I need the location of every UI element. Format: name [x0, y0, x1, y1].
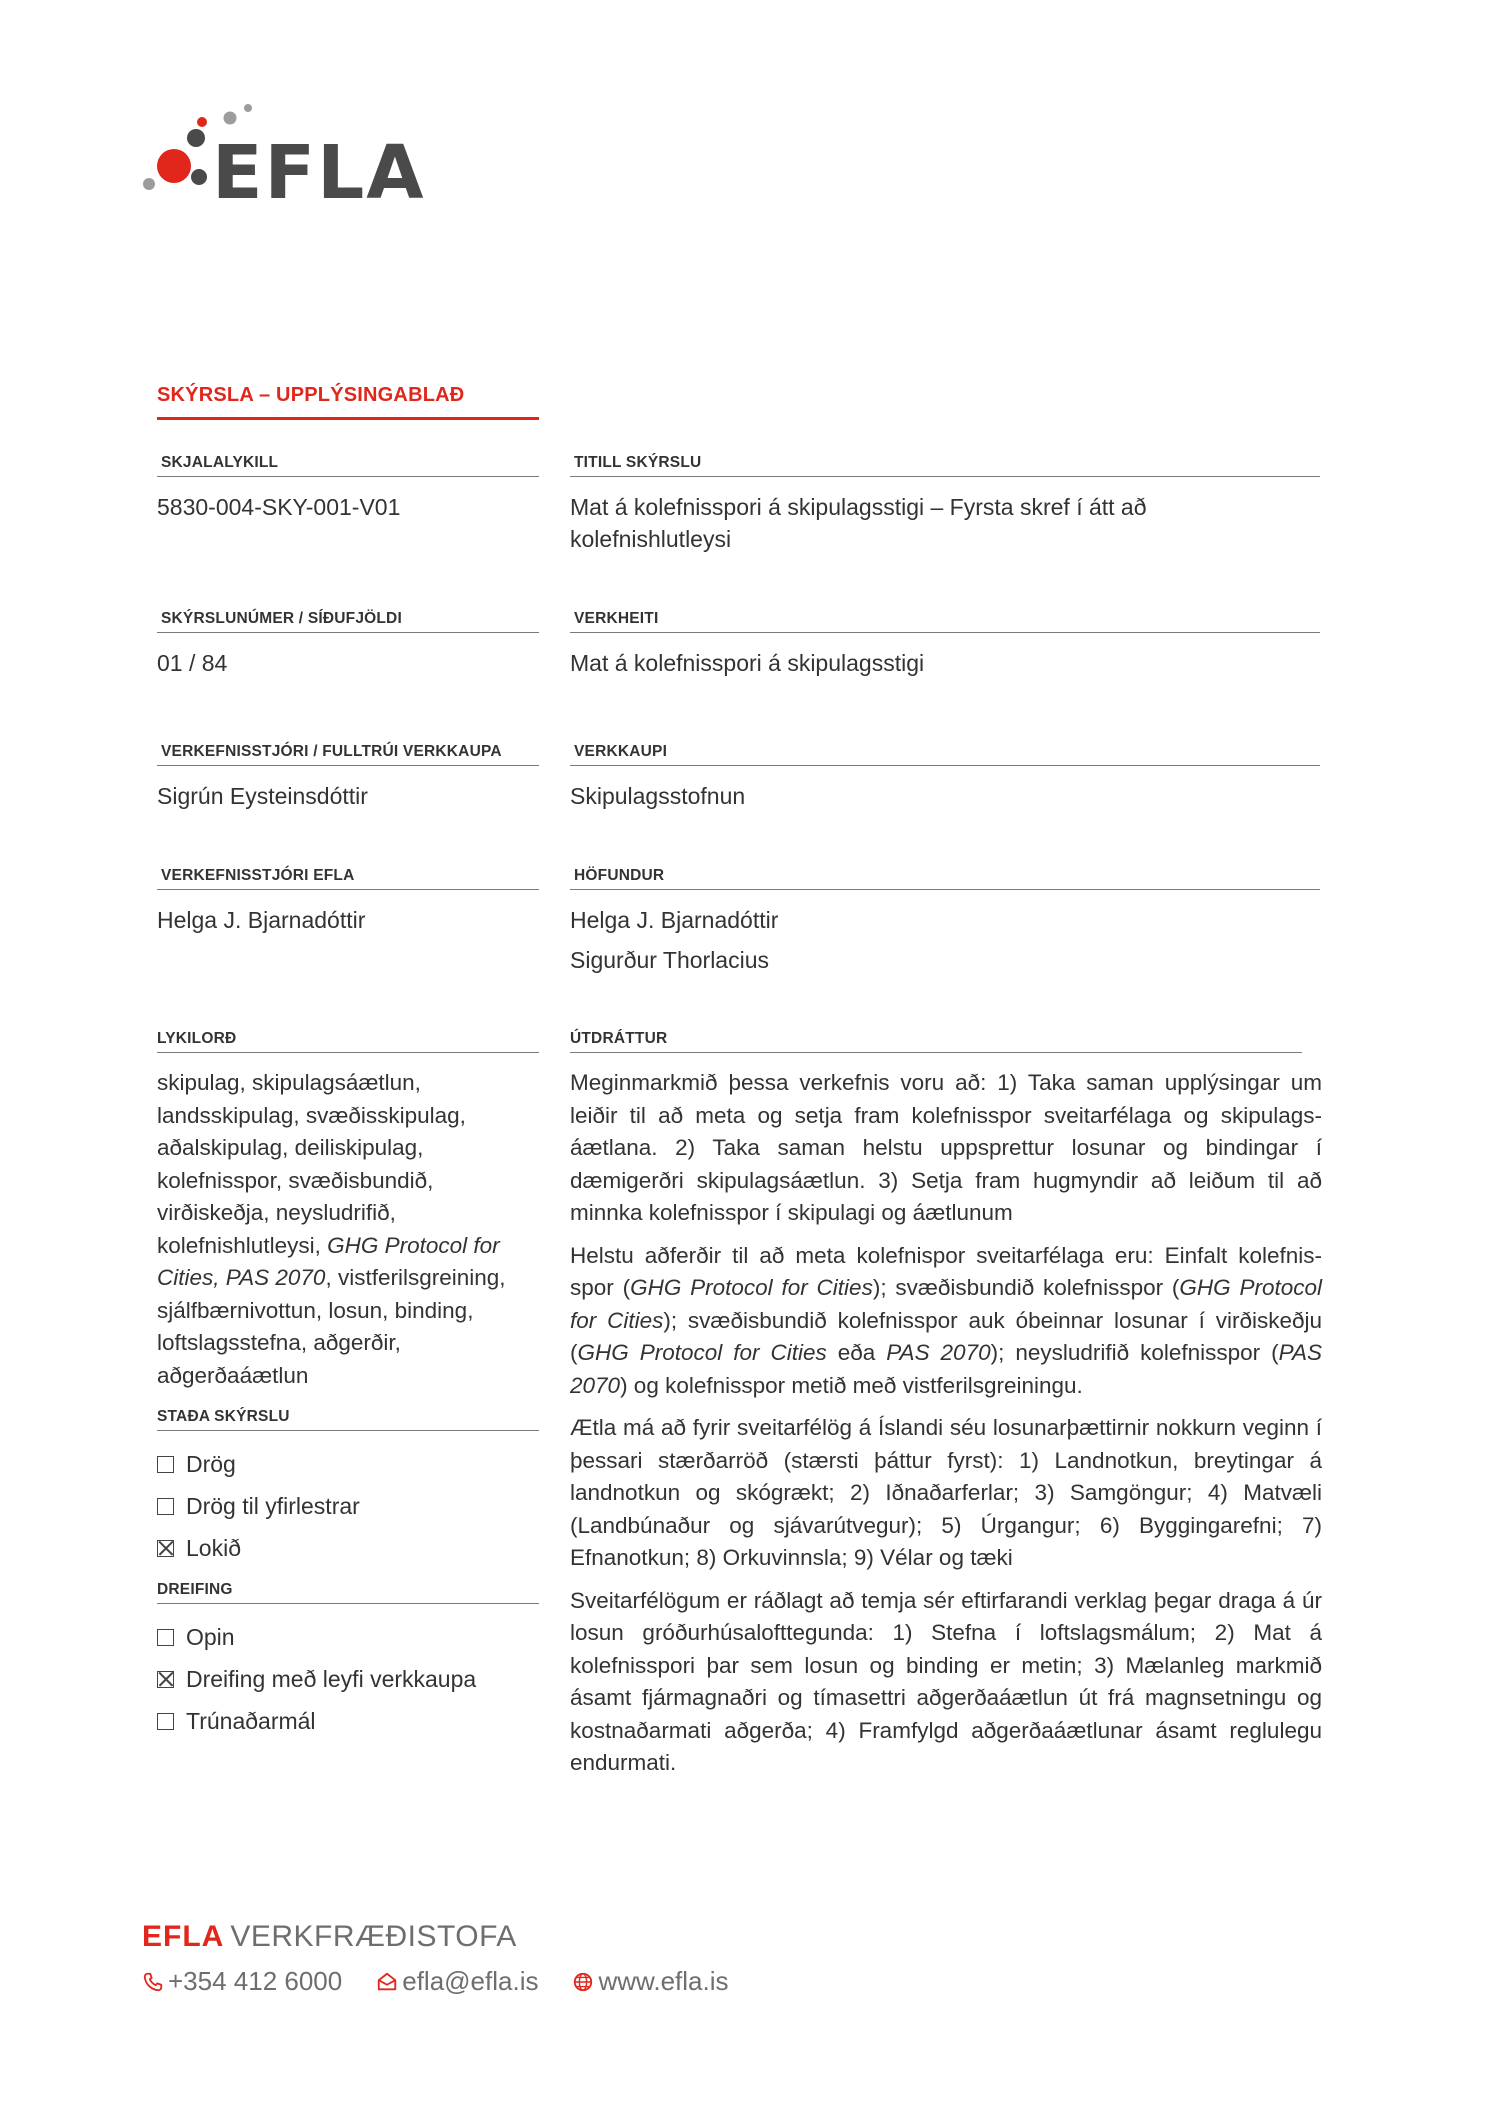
abstract-paragraph-4: Sveitarfélögum er ráðlagt að temja sér eftirfarandi verklag þegar draga á úr losun gróðurhúsalofttegunda: 1) Stefna í loftslagsmálum; 2) Mat á kolefnisspori þar sem losun og binding er metin; 3) Mælanleg markmið ásamt fjármagnaðri og tímasettri aðgerðaáætlun út frá magnsetningu og kostnaðarmati aðgerða; 4) Framfylgd aðgerðaáætlunar ásamt reglulegu endurmati. — [570, 1587, 1322, 1775]
globe-icon — [572, 1971, 594, 1993]
field-verkefnisstjori-efla — [157, 867, 539, 936]
logo-wordmark: EFLA — [212, 130, 426, 206]
status-option-lokid[interactable] — [157, 1527, 539, 1569]
report-header-title: SKÝRSLA – UPPLÝSINGABLAÐ — [157, 384, 465, 406]
field-hofundur — [570, 867, 1320, 976]
field-value: Sigrún Eysteinsdóttir — [157, 783, 368, 809]
footer-web[interactable] — [572, 1966, 728, 1997]
keywords-text: skipulag, skipulagsáætlun, landsskipulag, svæðisskipulag, aðalskipulag, deiliskipulag, kolefnisspor, svæðisbundið, virðiskeðja, neysludrifið, kolefnishlutleysi, GHG Protocol for Cities, PAS 2070, vistferilsgreining, sjálfbærnivottun, losun, binding, loftslagsstefna, aðgerðir, aðgerðaáætlun — [157, 1070, 506, 1388]
field-verkheiti — [570, 610, 1320, 679]
author-list — [570, 904, 1320, 976]
field-dreifing — [157, 1581, 539, 1742]
field-value: Skipulagsstofnun — [570, 783, 746, 809]
footer-company: VERKFRÆÐISTOFA — [230, 1920, 517, 1953]
phone-icon — [142, 1971, 164, 1993]
checkbox-label: Trúnaðarmál — [186, 1707, 316, 1734]
checkbox-label: Lokið — [186, 1534, 241, 1561]
field-utdrattur — [570, 1030, 1322, 1780]
field-label: SKJALALYKILL — [157, 454, 539, 477]
abstract-paragraph-3: Ætla má að fyrir sveitarfélög á Íslandi séu losunarþættirnir nokkurn veginn í þessari stærðarröð (stærsti þáttur fyrst): 1) Landnotkun, breytingar á landnotkun og skógrækt; 2) Iðnaðarferlar; 3) Samgöngur; 4) Matvæli (Landbúnaður og sjávarútvegur); 5) Úrgangur; 6) Byggingarefni; 7) Efnanotkun; 8) Orkuvinnsla; 9) Vélar og tæki — [570, 1415, 1322, 1570]
field-label: VERKKAUPI — [570, 743, 1320, 766]
checkbox-checked[interactable] — [157, 1540, 174, 1557]
field-label: ÚTDRÁTTUR — [570, 1030, 1302, 1053]
field-skjalalykill — [157, 454, 539, 523]
distribution-option-opin[interactable] — [157, 1616, 539, 1658]
status-option-drog-til-yfirlestrar[interactable] — [157, 1485, 539, 1527]
field-verkefnisstjori-kaupa — [157, 743, 539, 812]
status-option-drog[interactable] — [157, 1443, 539, 1485]
status-options — [157, 1443, 539, 1569]
field-label: VERKEFNISSTJÓRI EFLA — [157, 867, 539, 890]
abstract-paragraph-2: Helstu aðferðir til að meta kolefnispor sveitarfélaga eru: Einfalt kolefnis-spor (GHG Protocol for Cities); svæðisbundið kolefnisspor (GHG Protocol for Cities); svæðisbundið kolefnisspor auk óbeinnar losunar í virðiskeðju (GHG Protocol for Cities eða PAS 2070); neysludrifið kolefnisspor (PAS 2070) og kolefnisspor metið með vistferilsgreiningu. — [570, 1242, 1322, 1398]
field-label: DREIFING — [157, 1581, 539, 1604]
distribution-options — [157, 1616, 539, 1742]
footer-brand — [142, 1920, 842, 1954]
field-label: HÖFUNDUR — [570, 867, 1320, 890]
field-label: LYKILORÐ — [157, 1030, 539, 1053]
field-lykilord — [157, 1030, 539, 1392]
page-footer — [142, 1920, 842, 1997]
field-label: VERKHEITI — [570, 610, 1320, 633]
field-stada-skyrslu — [157, 1408, 539, 1569]
field-label: SKÝRSLUNÚMER / SÍÐUFJÖLDI — [157, 610, 539, 633]
field-value: Helga J. Bjarnadóttir — [157, 907, 366, 933]
abstract-paragraph-1: Meginmarkmið þessa verkefnis voru að: 1) Taka saman upplýsingar um leiðir til að meta og setja fram kolefnisspor sveitarfélaga og skipulags-áætlana. 2) Taka saman helstu uppsprettur losunar og bindingar í dæmigerðri skipulagsáætlun. 3) Setja fram hugmyndir að leiðum til að minnka kolefnisspor í skipulagi og áætlunum — [570, 1070, 1322, 1225]
author-name: Helga J. Bjarnadóttir — [570, 907, 779, 933]
left-column-lower — [157, 1030, 539, 1742]
field-skyrslunumer — [157, 610, 539, 679]
author-name: Sigurður Thorlacius — [570, 947, 770, 973]
checkbox-empty[interactable] — [157, 1629, 174, 1646]
footer-web-address: www.efla.is — [598, 1966, 729, 1996]
checkbox-label: Drög til yfirlestrar — [186, 1492, 360, 1519]
footer-phone[interactable] — [142, 1966, 342, 1997]
checkbox-empty[interactable] — [157, 1456, 174, 1473]
footer-brand-efla: EFLA — [142, 1920, 225, 1953]
checkbox-label: Opin — [186, 1623, 235, 1650]
envelope-icon — [376, 1971, 398, 1993]
checkbox-checked[interactable] — [157, 1671, 174, 1688]
footer-contacts — [142, 1966, 842, 1997]
distribution-option-leyfi-verkkaupa[interactable] — [157, 1658, 539, 1700]
field-value: Mat á kolefnisspori á skipulagsstigi — [570, 650, 925, 676]
efla-logo — [140, 96, 470, 206]
efla-logo-mark — [140, 96, 470, 206]
checkbox-empty[interactable] — [157, 1713, 174, 1730]
field-verkkaupi — [570, 743, 1320, 812]
field-value: Mat á kolefnisspori á skipulagsstigi – Fyrsta skref í átt að kolefnishlutleysi — [570, 494, 1147, 552]
checkbox-label: Dreifing með leyfi verkkaupa — [186, 1665, 477, 1692]
footer-email-address: efla@efla.is — [402, 1966, 539, 1996]
report-header-rule — [157, 417, 539, 420]
field-label: TITILL SKÝRSLU — [570, 454, 1320, 477]
field-value: 01 / 84 — [157, 650, 228, 676]
distribution-option-trunadarmal[interactable] — [157, 1700, 539, 1742]
checkbox-empty[interactable] — [157, 1498, 174, 1515]
footer-phone-number: +354 412 6000 — [168, 1966, 343, 1996]
field-label: STAÐA SKÝRSLU — [157, 1408, 539, 1431]
field-titill — [570, 454, 1320, 555]
field-value: 5830-004-SKY-001-V01 — [157, 494, 401, 520]
footer-email[interactable] — [376, 1966, 538, 1997]
field-label: VERKEFNISSTJÓRI / FULLTRÚI VERKKAUPA — [157, 743, 539, 766]
checkbox-label: Drög — [186, 1450, 236, 1477]
report-header — [157, 384, 539, 420]
